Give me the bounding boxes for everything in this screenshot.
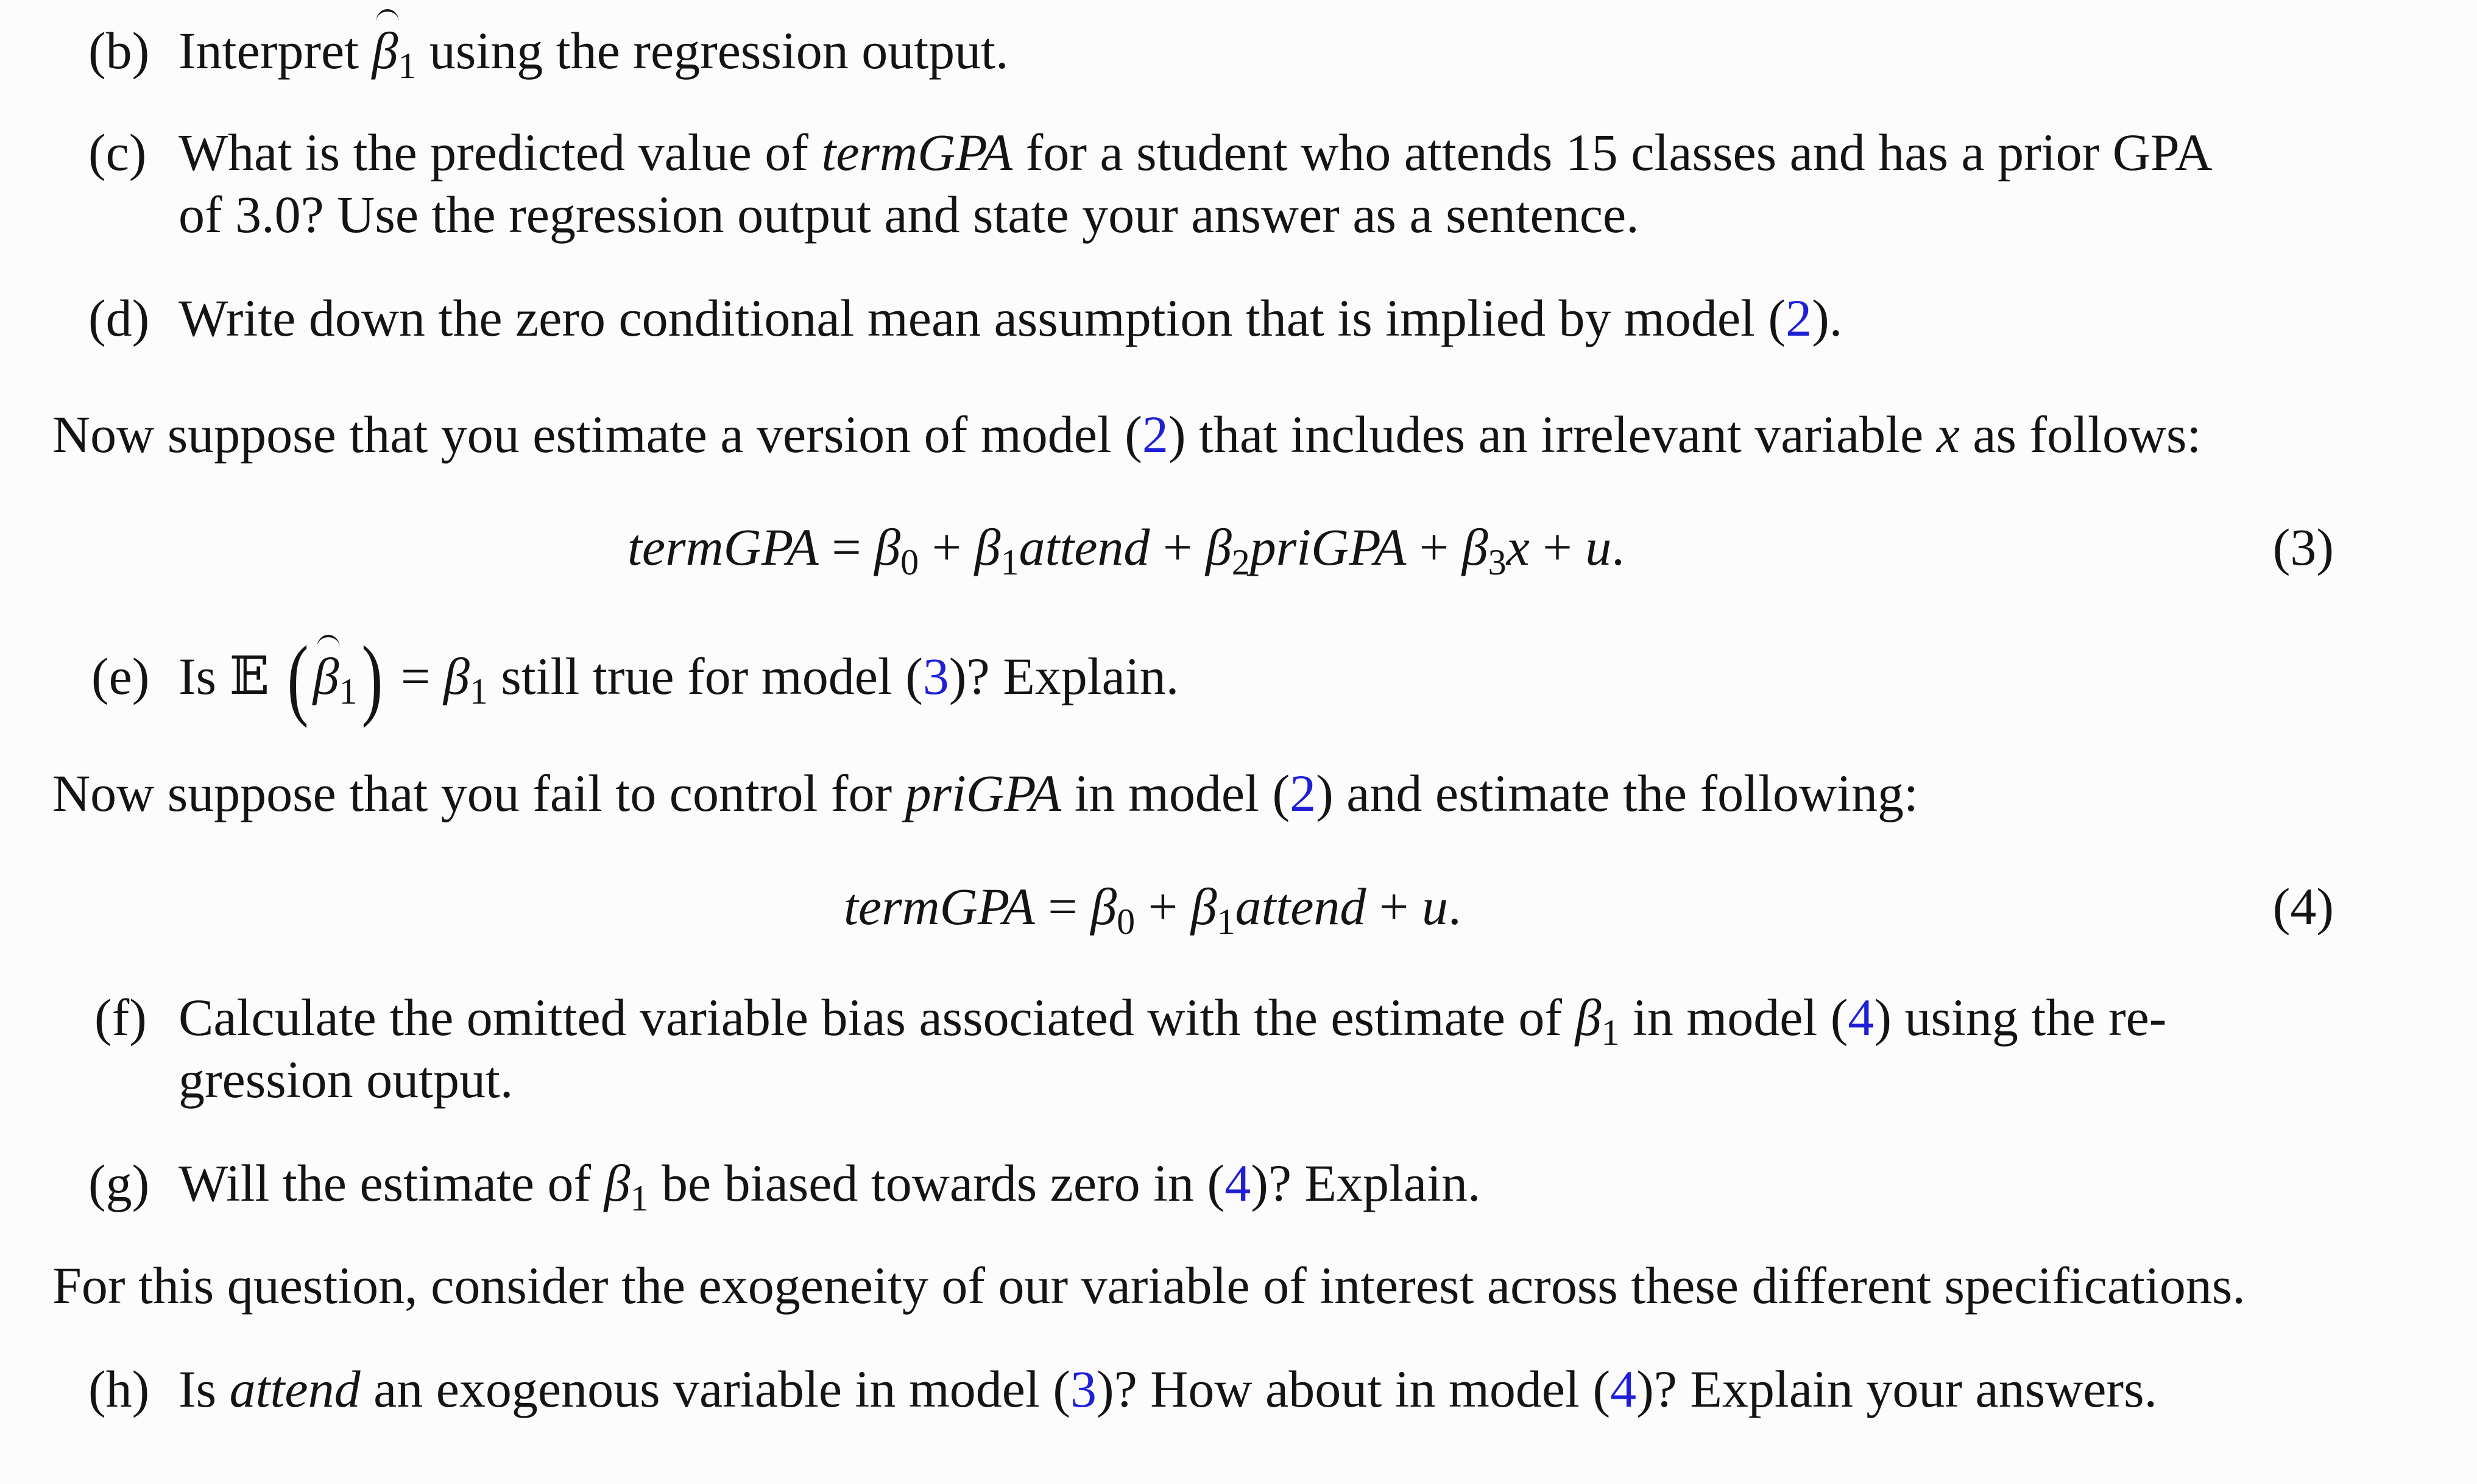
item-e-post: )? Explain. xyxy=(949,647,1179,705)
item-c-label: (c) xyxy=(88,123,147,182)
expectation-symbol: 𝔼 xyxy=(229,646,270,707)
item-c-line2: of 3.0? Use the regression output and state your answer as a sentence. xyxy=(178,185,1639,244)
item-g-text xyxy=(178,1153,1481,1218)
subscript: 1 xyxy=(398,46,417,86)
plus-sign: + xyxy=(931,518,962,576)
paragraph-1 xyxy=(52,404,2201,465)
variable-attend: attend xyxy=(1235,877,1366,936)
plus-sign: + xyxy=(1419,518,1449,576)
beta-symbol: β xyxy=(1575,988,1602,1047)
item-c-pre: What is the predicted value of xyxy=(178,123,808,182)
item-d-label: (d) xyxy=(88,289,150,347)
beta-symbol: β xyxy=(1190,877,1217,936)
equation-ref-link[interactable]: 2 xyxy=(1142,405,1168,464)
item-e-text xyxy=(178,627,1179,729)
item-h-label: (h) xyxy=(88,1360,150,1418)
beta-symbol: β xyxy=(1461,518,1488,576)
eq3-equals: = xyxy=(832,518,861,576)
equals-sign: = xyxy=(400,647,431,705)
p1-pre: Now suppose that you estimate a version of model ( xyxy=(52,405,1142,464)
equation-ref-link[interactable]: 2 xyxy=(1786,289,1812,347)
equation-ref-link[interactable]: 3 xyxy=(922,647,949,705)
subscript: 1 xyxy=(1000,542,1019,582)
variable-u: u xyxy=(1585,518,1612,576)
subscript: 1 xyxy=(469,671,488,712)
variable-x: x xyxy=(1936,405,1960,464)
item-f-label: (f) xyxy=(94,988,147,1047)
period: . xyxy=(1611,518,1625,576)
item-d-pre: Write down the zero conditional mean assumption that is implied by model ( xyxy=(178,289,1786,347)
variable-attend: attend xyxy=(1019,518,1150,576)
beta-symbol: β xyxy=(313,647,339,705)
subscript: 3 xyxy=(1488,542,1507,582)
item-f-mid: in model ( xyxy=(1632,988,1848,1047)
item-g-mid: be biased towards zero in ( xyxy=(662,1154,1225,1212)
item-h-mid: an exogenous variable in model ( xyxy=(373,1360,1070,1418)
item-f-line1 xyxy=(178,987,2167,1053)
item-h-post: )? Explain your answers. xyxy=(1636,1360,2158,1418)
item-d-text xyxy=(178,288,1842,348)
plus-sign: + xyxy=(1162,518,1193,576)
plus-sign: + xyxy=(1379,877,1409,936)
item-b-label: (b) xyxy=(88,21,150,80)
item-d-post: ). xyxy=(1812,289,1843,347)
plus-sign: + xyxy=(1542,518,1572,576)
right-paren: ) xyxy=(361,627,383,729)
equation-3 xyxy=(627,517,1625,582)
equation-4 xyxy=(844,876,1461,942)
variable-attend: attend xyxy=(229,1360,361,1418)
period: . xyxy=(1447,877,1461,936)
subscript: 0 xyxy=(900,542,919,582)
equation-ref-link[interactable]: 4 xyxy=(1848,988,1875,1047)
eq4-equals: = xyxy=(1048,877,1078,936)
item-h-pre: Is xyxy=(178,1360,217,1418)
subscript: 0 xyxy=(1117,902,1136,942)
item-g-label: (g) xyxy=(88,1154,150,1212)
beta-hat-symbol xyxy=(372,20,398,81)
item-e-pre: Is xyxy=(178,647,217,705)
eq4-lhs: termGPA xyxy=(844,877,1035,936)
item-h-text xyxy=(178,1359,2157,1419)
item-b-text xyxy=(178,20,1009,86)
beta-symbol: β xyxy=(372,21,398,80)
paragraph-2 xyxy=(52,763,1918,824)
beta-symbol: β xyxy=(1090,877,1117,936)
item-c-line1 xyxy=(178,122,2213,183)
beta-symbol: β xyxy=(874,518,901,576)
item-g-post: )? Explain. xyxy=(1251,1154,1481,1212)
equation-number-3: (3) xyxy=(2272,518,2334,576)
p2-mid: in model ( xyxy=(1074,764,1290,822)
plus-sign: + xyxy=(1148,877,1178,936)
beta-hat-symbol xyxy=(313,646,339,707)
beta-symbol: β xyxy=(1205,518,1232,576)
beta-symbol: β xyxy=(443,647,470,705)
subscript: 1 xyxy=(1601,1012,1620,1053)
item-g-pre: Will the estimate of xyxy=(178,1154,592,1212)
equation-number-4: (4) xyxy=(2272,877,2334,936)
equation-ref-link[interactable]: 4 xyxy=(1610,1360,1637,1418)
left-paren: ( xyxy=(287,627,309,729)
variable-prigpa: priGPA xyxy=(1249,518,1407,576)
eq3-lhs: termGPA xyxy=(627,518,819,576)
beta-symbol: β xyxy=(604,1154,631,1212)
p1-mid: ) that includes an irrelevant variable xyxy=(1168,405,1924,464)
equation-ref-link[interactable]: 3 xyxy=(1070,1360,1097,1418)
item-e-label: (e) xyxy=(91,647,150,705)
subscript: 1 xyxy=(630,1178,649,1218)
item-b-pre: Interpret xyxy=(178,21,359,80)
subscript: 1 xyxy=(339,671,358,712)
item-c-post: for a student who attends 15 classes and has a prior GPA xyxy=(1025,123,2213,182)
subscript: 1 xyxy=(1217,902,1235,942)
variable-termgpa: termGPA xyxy=(821,123,1013,182)
beta-symbol: β xyxy=(974,518,1001,576)
variable-u: u xyxy=(1421,877,1448,936)
equation-ref-link[interactable]: 4 xyxy=(1224,1154,1251,1212)
item-f-post: ) using the re- xyxy=(1874,988,2167,1047)
subscript: 2 xyxy=(1231,542,1250,582)
item-h-mid2: )? How about in model ( xyxy=(1097,1360,1611,1418)
item-f-line2: gression output. xyxy=(178,1050,514,1109)
p2-post: ) and estimate the following: xyxy=(1316,764,1918,822)
variable-prigpa: priGPA xyxy=(905,764,1062,822)
p1-post: as follows: xyxy=(1973,405,2202,464)
variable-x: x xyxy=(1506,518,1530,576)
paragraph-3: For this question, consider the exogeneity of our variable of interest across these different specifications. xyxy=(52,1256,2246,1315)
item-e-mid: still true for model ( xyxy=(501,647,923,705)
item-f-pre: Calculate the omitted variable bias associated with the estimate of xyxy=(178,988,1563,1047)
p2-pre: Now suppose that you fail to control for xyxy=(52,764,892,822)
item-b-post: using the regression output. xyxy=(429,21,1009,80)
equation-ref-link[interactable]: 2 xyxy=(1290,764,1316,822)
